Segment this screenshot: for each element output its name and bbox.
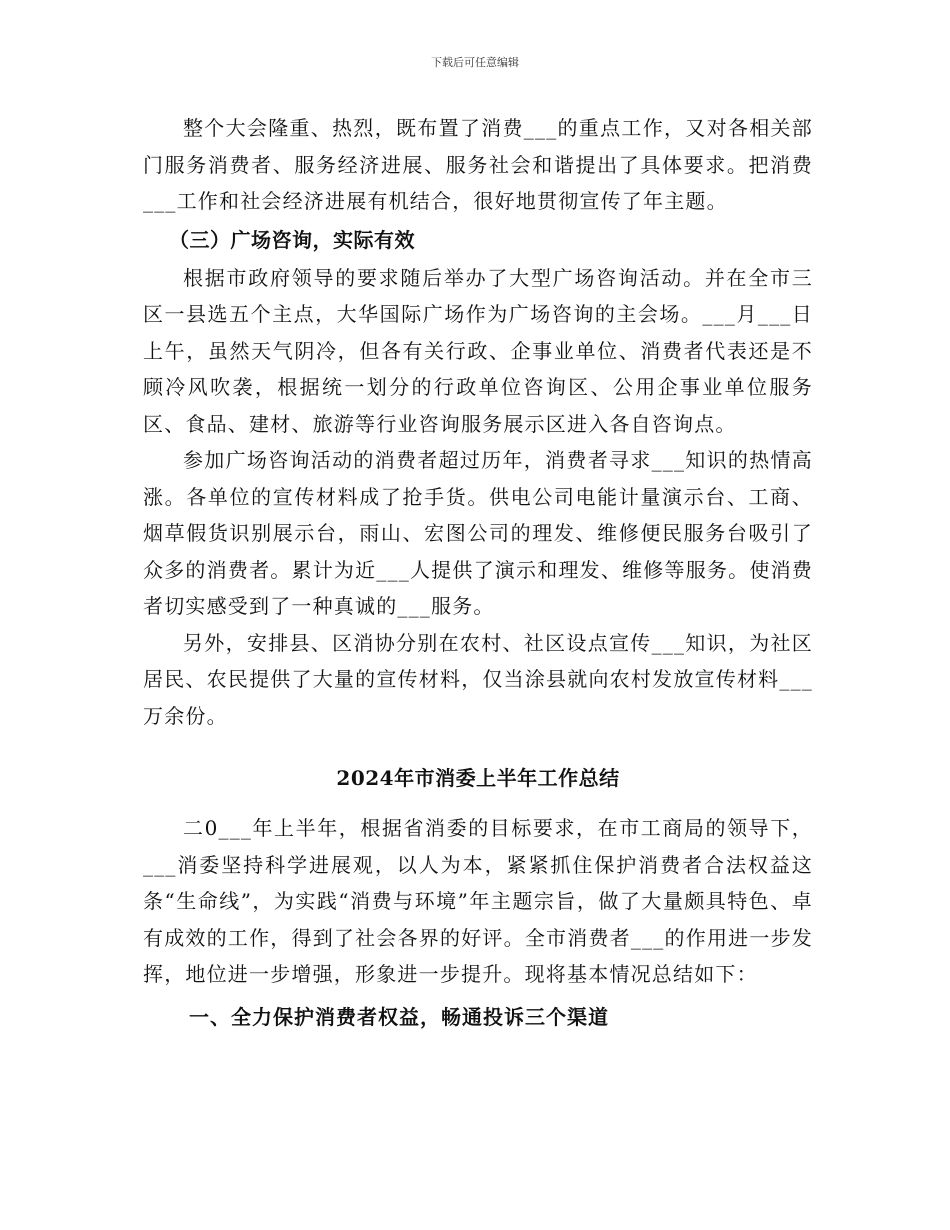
section-heading-1: 一、全力保护消费者权益，畅通投诉三个渠道 [189, 1004, 609, 1029]
document-title: 2024年市消委上半年工作总结 [336, 766, 620, 790]
subheading-square-consultation: （三）广场咨询，实际有效 [169, 227, 415, 252]
paragraph-participants: 参加广场咨询活动的消费者超过历年，消费者寻求___知识的热情高涨。各单位的宣传材料成了抢手货。供电公司电能计量演示台、工商、烟草假货识别展示台，雨山、宏图公司的理发、维修便民服务台吸引了众多的消费者。累计为近___人提供了演示和理发、维修等服务。使消费者切实感受到了一种真诚的___服务。 [143, 448, 813, 618]
paragraph-conference-summary: 整个大会隆重、热烈，既布置了消费___的重点工作，又对各相关部门服务消费者、服务经济进展、服务社会和谐提出了具体要求。把消费___工作和社会经济进展有机结合，很好地贯彻宣传了年主题。 [143, 116, 813, 213]
page-header-note: 下载后可任意编辑 [431, 56, 519, 69]
paragraph-introduction: 二0___年上半年，根据省消委的目标要求，在市工商局的领导下，___消委坚持科学进展观，以人为本，紧紧抓住保护消费者合法权益这条“生命线”，为实践“消费与环境”年主题宗旨，做了大量颇具特色、卓有成效的工作，得到了社会各界的好评。全市消费者___的作用进一步发挥，地位进一步增强，形象进一步提升。现将基本情况总结如下： [143, 816, 813, 986]
paragraph-square-activity: 根据市政府领导的要求随后举办了大型广场咨询活动。并在全市三区一县选五个主点，大华国际广场作为广场咨询的主会场。___月___日上午，虽然天气阴冷，但各有关行政、企事业单位、消费者代表还是不顾冷风吹袭，根据统一划分的行政单位咨询区、公用企事业单位服务区、食品、建材、旅游等行业咨询服务展示区进入各自咨询点。 [143, 265, 813, 436]
paragraph-rural-publicity: 另外，安排县、区消协分别在农村、社区设点宣传___知识，为社区居民、农民提供了大量的宣传材料，仅当涂县就向农村发放宣传材料___万余份。 [143, 630, 813, 728]
document-body [143, 110, 813, 1037]
